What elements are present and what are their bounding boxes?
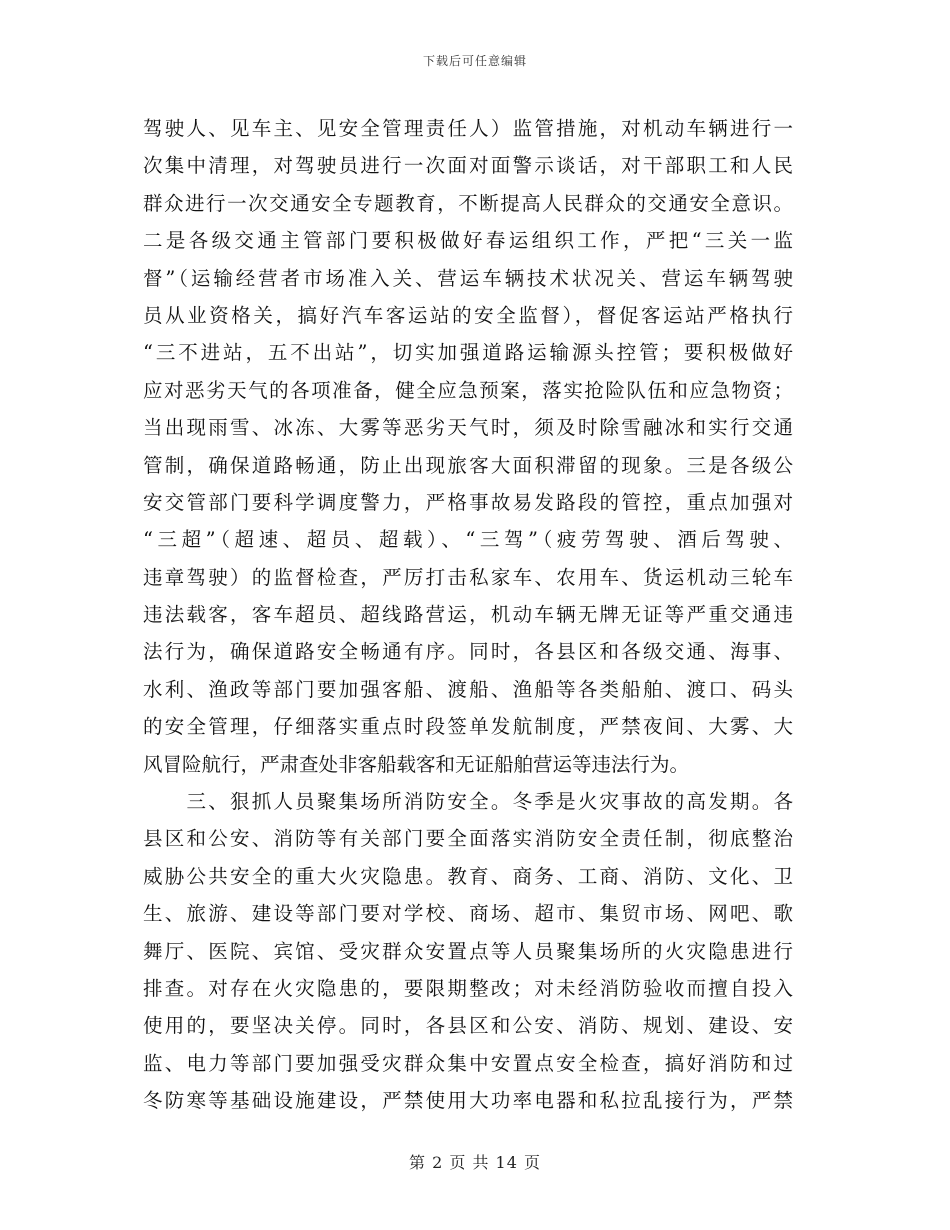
text-line: 群众进行一次交通安全专题教育，不断提高人民群众的交通安全意识。: [143, 191, 793, 215]
text-line: 三、狠抓人员聚集场所消防安全。冬季是火灾事故的高发期。各: [143, 790, 793, 814]
text-line: 二是各级交通主管部门要积极做好春运组织工作，严把“三关一监: [143, 229, 793, 253]
text-line: 监、电力等部门要加强受灾群众集中安置点安全检查，搞好消防和过: [143, 1051, 793, 1075]
text-line: 安交管部门要科学调度警力，严格事故易发路段的管控，重点加强对: [143, 490, 793, 514]
text-line: 驾驶人、见车主、见安全管理责任人）监管措施，对机动车辆进行一: [143, 117, 793, 140]
text-line: 次集中清理，对驾驶员进行一次面对面警示谈话，对干部职工和人民: [143, 154, 793, 178]
text-line: 法行为，确保道路安全畅通有序。同时，各县区和各级交通、海事、: [143, 640, 793, 664]
paragraph-end-line: 风冒险航行，严肃查处非客船载客和无证船舶营运等违法行为。: [143, 752, 690, 776]
text-line: 生、旅游、建设等部门要对学校、商场、超市、集贸市场、网吧、歌: [143, 902, 793, 926]
text-line: “三不进站，五不出站”，切实加强道路运输源头控管；要积极做好: [143, 341, 793, 365]
text-line: 县区和公安、消防等有关部门要全面落实消防安全责任制，彻底整治: [143, 827, 793, 851]
text-line: 水利、渔政等部门要加强客船、渡船、渔船等各类船舶、渡口、码头: [143, 677, 793, 701]
page-number: 第 2 页 共 14 页: [409, 1153, 541, 1172]
text-line: 应对恶劣天气的各项准备，健全应急预案，落实抢险队伍和应急物资；: [143, 378, 793, 402]
text-line: 督”（运输经营者市场准入关、营运车辆技术状况关、营运车辆驾驶: [143, 266, 793, 290]
text-line: 威胁公共安全的重大火灾隐患。教育、商务、工商、消防、文化、卫: [143, 864, 793, 888]
document-body: [143, 110, 793, 1120]
text-line: 当出现雨雪、冰冻、大雾等恶劣天气时，须及时除雪融冰和实行交通: [143, 416, 793, 440]
text-line: 管制，确保道路畅通，防止出现旅客大面积滞留的现象。三是各级公: [143, 453, 793, 477]
text-line: 违法载客，客车超员、超线路营运，机动车辆无牌无证等严重交通违: [143, 603, 793, 627]
text-line: 舞厅、医院、宾馆、受灾群众安置点等人员聚集场所的火灾隐患进行: [143, 939, 793, 963]
page-header: 下载后可任意编辑: [422, 54, 527, 68]
text-line: 的安全管理，仔细落实重点时段签单发航制度，严禁夜间、大雾、大: [143, 715, 793, 739]
text-line: 违章驾驶）的监督检查，严厉打击私家车、农用车、货运机动三轮车: [143, 565, 793, 589]
text-line: “三超”（超速、超员、超载）、“三驾”（疲劳驾驶、酒后驾驶、: [143, 528, 793, 552]
text-line: 员从业资格关，搞好汽车客运站的安全监督），督促客运站严格执行: [143, 303, 793, 327]
text-line: 使用的，要坚决关停。同时，各县区和公安、消防、规划、建设、安: [143, 1014, 793, 1038]
text-line: 冬防寒等基础设施建设，严禁使用大功率电器和私拉乱接行为，严禁: [143, 1089, 793, 1113]
text-line: 排查。对存在火灾隐患的，要限期整改；对未经消防验收而擅自投入: [143, 976, 793, 1000]
